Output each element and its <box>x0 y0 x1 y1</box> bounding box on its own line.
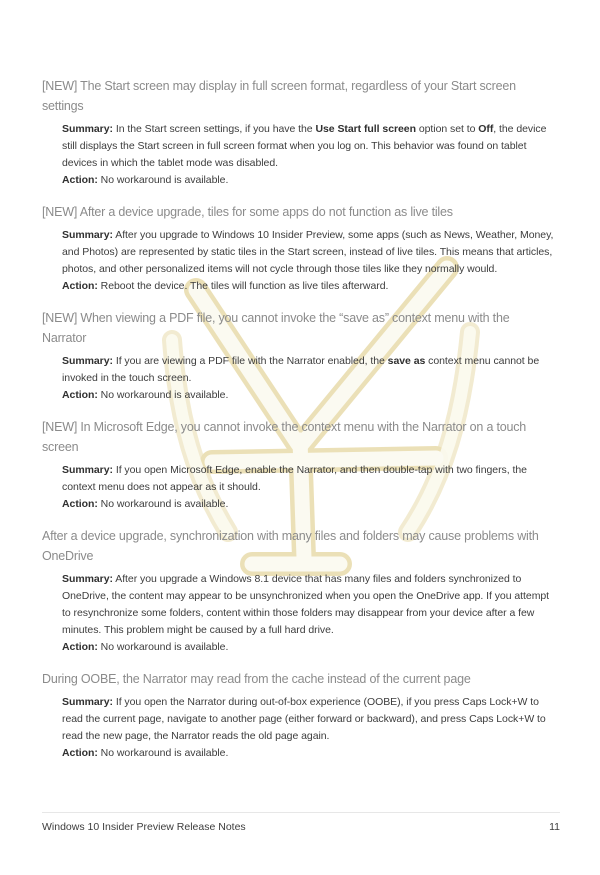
issue-action <box>62 387 560 404</box>
issue-action <box>62 172 560 189</box>
issue-summary <box>62 571 560 639</box>
page-number: 11 <box>549 821 560 833</box>
issues-list <box>42 76 560 762</box>
issue-section <box>42 669 560 762</box>
bold-label: Action: <box>62 498 98 510</box>
issue-section <box>42 202 560 295</box>
text-run: No workaround is available. <box>97 747 229 759</box>
issue-body <box>62 353 560 404</box>
text-run: No workaround is available. <box>97 389 229 401</box>
bold-label: Summary: <box>62 123 113 135</box>
bold-label: Off <box>478 123 494 135</box>
issue-summary <box>62 121 560 172</box>
issue-heading: [NEW] In Microsoft Edge, you cannot invoke the context menu with the Narrator on a touch screen <box>42 420 527 454</box>
issue-heading: [NEW] When viewing a PDF file, you cannot invoke the “save as” context menu with the Narrator <box>42 311 510 345</box>
bold-label: Summary: <box>62 464 113 476</box>
text-run: In the Start screen settings, if you have the <box>112 123 316 135</box>
bold-label: Summary: <box>62 229 113 241</box>
text-run: context menu cannot be invoked in the touch screen. <box>62 355 540 384</box>
bold-label: Summary: <box>62 355 113 367</box>
issue-section <box>42 526 560 656</box>
issue-section <box>42 76 560 189</box>
text-run: If you open the Narrator during out-of-box experience (OOBE), if you press Caps Lock+W to read the current page, navigate to another page (either forward or backward), and press Caps Lock+W to read the new page, the Narrator reads the old page again. <box>62 696 546 742</box>
bold-label: save as <box>387 355 426 367</box>
text-run: No workaround is available. <box>97 641 229 653</box>
bold-label: Summary: <box>62 696 113 708</box>
issue-body <box>62 571 560 656</box>
issue-summary <box>62 462 560 496</box>
release-notes-content <box>42 76 560 775</box>
issue-summary <box>62 227 560 278</box>
issue-body <box>62 694 560 762</box>
issue-body <box>62 227 560 295</box>
issue-summary <box>62 694 560 745</box>
text-run: option set to <box>415 123 479 135</box>
issue-section <box>42 417 560 513</box>
issue-heading: [NEW] After a device upgrade, tiles for some apps do not function as live tiles <box>42 205 453 219</box>
text-run: After you upgrade to Windows 10 Insider Preview, some apps (such as News, Weather, Money, and Photos) are represented by static tiles in the Start screen, instead of live tiles. This means that articles, photos, and other personalized items will not cycle through those tiles like they normally would. <box>62 229 554 275</box>
bold-label: Action: <box>62 389 98 401</box>
bold-label: Summary: <box>62 573 113 585</box>
bold-label: Action: <box>62 641 98 653</box>
footer-document-title: Windows 10 Insider Preview Release Notes <box>42 821 246 833</box>
text-run: No workaround is available. <box>97 174 229 186</box>
text-run: If you open Microsoft Edge, enable the Narrator, and then double-tap with two fingers, the context menu does not appear as it should. <box>62 464 527 493</box>
issue-section <box>42 308 560 404</box>
bold-label: Action: <box>62 280 98 292</box>
bold-label: Use Start full screen <box>315 123 416 135</box>
text-run: If you are viewing a PDF file with the Narrator enabled, the <box>112 355 388 367</box>
issue-body <box>62 462 560 513</box>
issue-body <box>62 121 560 189</box>
page-footer <box>42 812 560 833</box>
text-run: , the device still displays the Start screen in full screen format when you log on. This behavior was found on tablet devices in which the tablet mode was disabled. <box>62 123 547 169</box>
issue-heading: After a device upgrade, synchronization with many files and folders may cause problems with OneDrive <box>42 529 539 563</box>
text-run: Reboot the device. The tiles will function as live tiles afterward. <box>97 280 389 292</box>
text-run: No workaround is available. <box>97 498 229 510</box>
issue-summary <box>62 353 560 387</box>
issue-action <box>62 278 560 295</box>
issue-heading: [NEW] The Start screen may display in full screen format, regardless of your Start screen settings <box>42 79 516 113</box>
issue-action <box>62 639 560 656</box>
issue-action <box>62 745 560 762</box>
bold-label: Action: <box>62 747 98 759</box>
issue-heading: During OOBE, the Narrator may read from the cache instead of the current page <box>42 672 471 686</box>
text-run: After you upgrade a Windows 8.1 device that has many files and folders synchronized to OneDrive, the content may appear to be unsynchronized when you open the OneDrive app. If you attempt to resynchronize some folders, content within those folders may disappear from your device after a few minutes. This problem might be caused by a full hard drive. <box>62 573 550 636</box>
bold-label: Action: <box>62 174 98 186</box>
issue-action <box>62 496 560 513</box>
